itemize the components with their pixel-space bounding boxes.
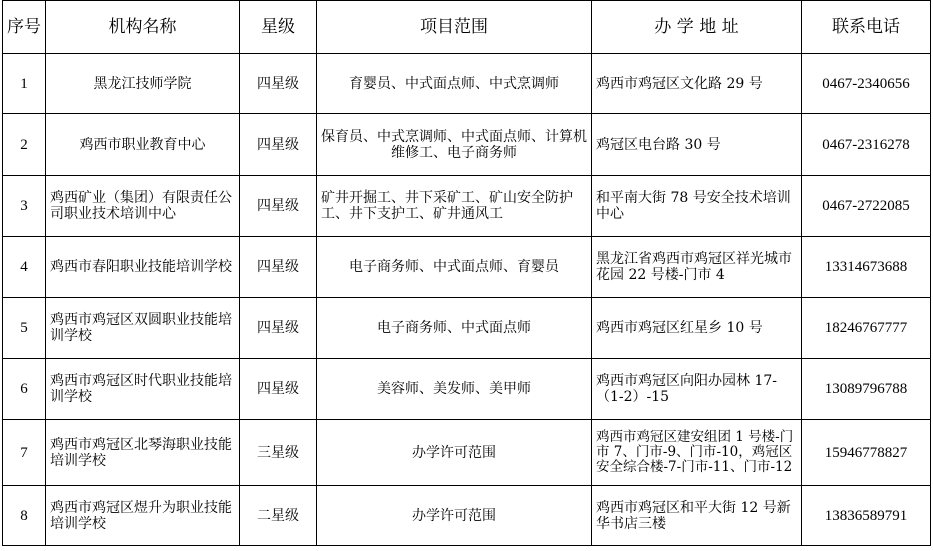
- cell-phone: 13089796788: [802, 359, 931, 420]
- header-level: 星级: [240, 1, 317, 54]
- header-address: 办 学 地 址: [592, 1, 802, 54]
- cell-name: 鸡西矿业（集团）有限责任公司职业技术培训中心: [46, 176, 240, 237]
- institutions-table: [2, 0, 931, 546]
- cell-address: 黑龙江省鸡西市鸡冠区祥光城市花园 22 号楼-门市 4: [592, 237, 802, 298]
- cell-address: 鸡西市鸡冠区红星乡 10 号: [592, 298, 802, 359]
- cell-level: 四星级: [240, 237, 317, 298]
- cell-phone: 18246767777: [802, 298, 931, 359]
- table-row: [3, 420, 931, 486]
- cell-seq: 5: [3, 298, 46, 359]
- cell-seq: 7: [3, 420, 46, 486]
- cell-name: 鸡西市鸡冠区时代职业技能培训学校: [46, 359, 240, 420]
- cell-address: 鸡西市鸡冠区和平大街 12 号新华书店三楼: [592, 486, 802, 546]
- cell-level: 四星级: [240, 114, 317, 176]
- cell-name: 鸡西市职业教育中心: [46, 114, 240, 176]
- cell-seq: 3: [3, 176, 46, 237]
- cell-scope: 电子商务师、中式面点师、育婴员: [317, 237, 592, 298]
- cell-seq: 8: [3, 486, 46, 546]
- header-scope: 项目范围: [317, 1, 592, 54]
- cell-address: 和平南大街 78 号安全技术培训中心: [592, 176, 802, 237]
- table-row: [3, 114, 931, 176]
- cell-address: 鸡西市鸡冠区建安组团 1 号楼-门市 7、门市-9、门市-10，鸡冠区安全综合楼-7-门市-11、门市-12: [592, 420, 802, 486]
- table-row: [3, 486, 931, 546]
- cell-name: 鸡西市鸡冠区煜升为职业技能培训学校: [46, 486, 240, 546]
- cell-level: 二星级: [240, 486, 317, 546]
- header-seq: 序号: [3, 1, 46, 54]
- cell-phone: 15946778827: [802, 420, 931, 486]
- header-phone: 联系电话: [802, 1, 931, 54]
- cell-name: 鸡西市鸡冠区北琴海职业技能培训学校: [46, 420, 240, 486]
- table-row: [3, 54, 931, 114]
- cell-scope: 办学许可范围: [317, 420, 592, 486]
- cell-name: 黑龙江技师学院: [46, 54, 240, 114]
- cell-address: 鸡西市鸡冠区向阳办园林 17-（1-2）-15: [592, 359, 802, 420]
- cell-phone: 0467-2316278: [802, 114, 931, 176]
- table-row: [3, 359, 931, 420]
- cell-scope: 矿井开掘工、井下采矿工、矿山安全防护工、井下支护工、矿井通风工: [317, 176, 592, 237]
- table-row: [3, 237, 931, 298]
- cell-scope: 保育员、中式烹调师、中式面点师、计算机维修工、电子商务师: [317, 114, 592, 176]
- cell-name: 鸡西市春阳职业技能培训学校: [46, 237, 240, 298]
- header-row: [3, 1, 931, 54]
- cell-phone: 0467-2340656: [802, 54, 931, 114]
- cell-level: 三星级: [240, 420, 317, 486]
- cell-scope: 美容师、美发师、美甲师: [317, 359, 592, 420]
- cell-scope: 办学许可范围: [317, 486, 592, 546]
- table-row: [3, 298, 931, 359]
- cell-address: 鸡西市鸡冠区文化路 29 号: [592, 54, 802, 114]
- cell-level: 四星级: [240, 359, 317, 420]
- header-name: 机构名称: [46, 1, 240, 54]
- cell-name: 鸡西市鸡冠区双圆职业技能培训学校: [46, 298, 240, 359]
- cell-level: 四星级: [240, 298, 317, 359]
- cell-level: 四星级: [240, 54, 317, 114]
- cell-seq: 6: [3, 359, 46, 420]
- cell-phone: 13314673688: [802, 237, 931, 298]
- cell-scope: 育婴员、中式面点师、中式烹调师: [317, 54, 592, 114]
- cell-address: 鸡冠区电台路 30 号: [592, 114, 802, 176]
- cell-phone: 0467-2722085: [802, 176, 931, 237]
- cell-scope: 电子商务师、中式面点师: [317, 298, 592, 359]
- cell-seq: 4: [3, 237, 46, 298]
- table-row: [3, 176, 931, 237]
- cell-seq: 1: [3, 54, 46, 114]
- cell-seq: 2: [3, 114, 46, 176]
- cell-level: 四星级: [240, 176, 317, 237]
- cell-phone: 13836589791: [802, 486, 931, 546]
